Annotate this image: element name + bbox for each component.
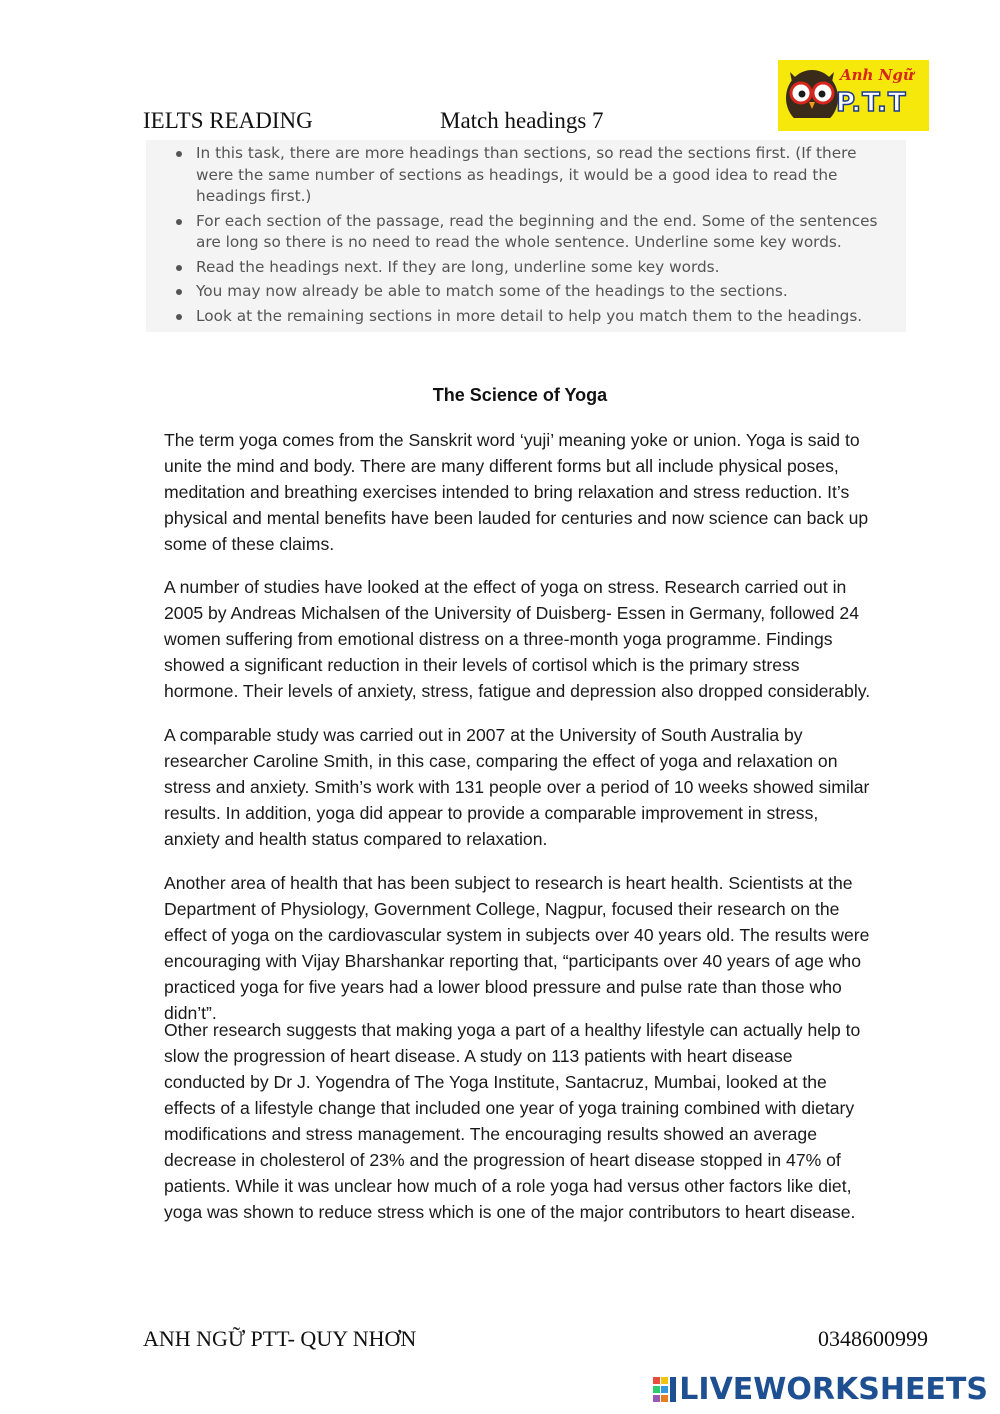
brand-logo [778,60,929,131]
instruction-item: Read the headings next. If they are long, underline some key words. [146,257,896,279]
instructions-box [146,140,906,332]
liveworksheets-watermark[interactable] [653,1372,988,1407]
logo-text-bottom: P.T.T [836,88,907,118]
instruction-item: In this task, there are more headings than sections, so read the sections first. (If there were the same number of sections as headings, it would be a good idea to read the headings first.) [146,143,896,208]
article-paragraph: A comparable study was carried out in 2007 at the University of South Australia by researcher Caroline Smith, in this case, comparing the effect of yoga and relaxation on stress and anxiety. Smith’s work with 131 people over a period of 10 weeks showed similar results. In addition, yoga did appear to provide a comparable improvement in stress, anxiety and health status compared to relaxation. [164,725,870,849]
instruction-item: For each section of the passage, read the beginning and the end. Some of the sentences are long so there is no need to read the whole sentence. Underline some key words. [146,211,896,254]
logo-text-top: Anh Ngữ [840,66,914,84]
watermark-text: LIVEWORKSHEETS [679,1372,988,1407]
article-paragraph: A number of studies have looked at the effect of yoga on stress. Research carried out in 2005 by Andreas Michalsen of the University of Duisberg- Essen in Germany, followed 24 women suffering from emotional distress on a three-month yoga programme. Findings showed a significant reduction in their levels of cortisol which is the primary stress hormone. Their levels of anxiety, stress, fatigue and depression also dropped considerably. [164,577,871,701]
header-title: IELTS READING [143,108,313,133]
article-title: The Science of Yoga [432,385,608,405]
article-paragraph: Another area of health that has been subject to research is heart health. Scientists at the Department of Physiology, Government College, Nagpur, focused their research on the effect of yoga on the cardiovascular system in subjects over 40 years old. The results were encouraging with Vijay Bharshankar reporting that, “participants over 40 years of age who practiced yoga for five years had a lower blood pressure and pulse rate than those who didn’t”. [164,873,870,1023]
liveworksheets-icon [653,1377,677,1403]
article-paragraph: The term yoga comes from the Sanskrit word ‘yuji’ meaning yoke or union. Yoga is said to unite the mind and body. There are many different forms but all include physical poses, meditation and breathing exercises intended to bring relaxation and stress reduction. It’s physical and mental benefits have been lauded for centuries and now science can back up some of these claims. [164,430,869,554]
instruction-item: You may now already be able to match some of the headings to the sections. [146,281,896,303]
instruction-item: Look at the remaining sections in more detail to help you match them to the headings. [146,306,896,328]
footer-phone: 0348600999 [818,1326,928,1351]
article-paragraph: Other research suggests that making yoga a part of a healthy lifestyle can actually help to slow the progression of heart disease. A study on 113 patients with heart disease conducted by Dr J. Yogendra of The Yoga Institute, Santacruz, Mumbai, looked at the effects of a lifestyle change that included one year of yoga training combined with dietary modifications and stress management. The encouraging results showed an average decrease in cholesterol of 23% and the progression of heart disease stopped in 47% of patients. While it was unclear how much of a role yoga had versus other factors like diet, yoga was shown to reduce stress which is one of the major contributors to heart disease. [164,1020,861,1222]
footer-school-name: ANH NGỮ PTT- QUY NHƠN [143,1326,417,1351]
instructions-list [146,140,906,327]
worksheet-subtitle: Match headings 7 [440,108,604,133]
